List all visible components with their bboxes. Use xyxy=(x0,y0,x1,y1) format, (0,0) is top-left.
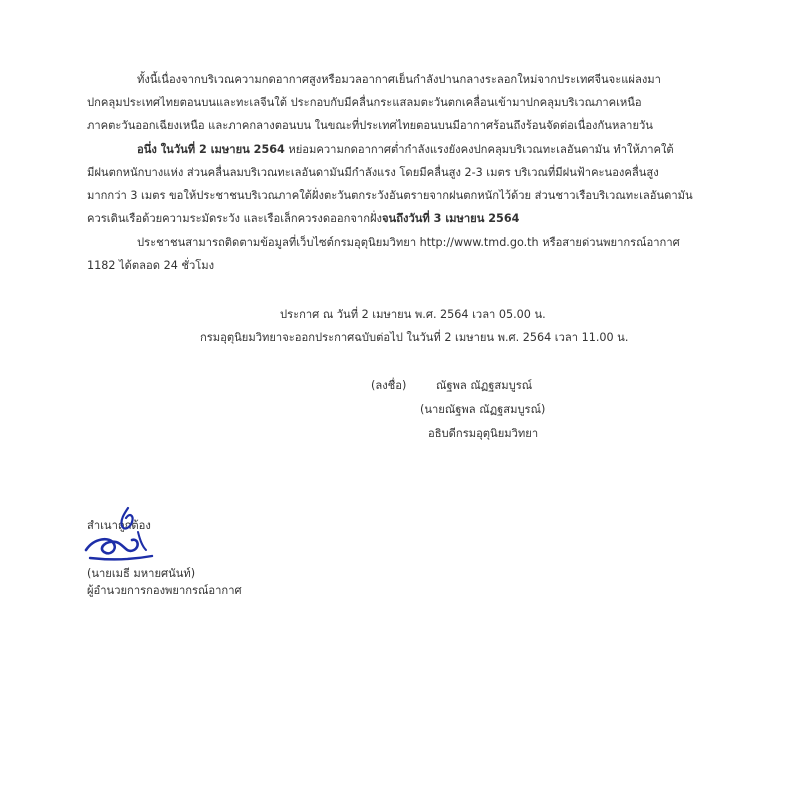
certified-copy-position: ผู้อำนวยการกองพยากรณ์อากาศ xyxy=(87,584,242,597)
paragraph-2-line-4-text: ควรเดินเรือด้วยความระมัดระวัง และเรือเล็กควรงดออกจากฝั่ง xyxy=(87,212,382,225)
paragraph-2-date-bold: อนึ่ง ในวันที่ 2 เมษายน 2564 xyxy=(137,143,285,156)
paragraph-2-line-2: มีฝนตกหนักบางแห่ง ส่วนคลื่นลมบริเวณทะเลอันดามันมีกำลังแรง โดยมีคลื่นสูง 2-3 เมตร บริเวณที่มีฝนฟ้าคะนองคลื่นสูง xyxy=(87,166,659,179)
paragraph-2-line-1 xyxy=(137,142,674,158)
announcement-next: กรมอุตุนิยมวิทยาจะออกประกาศฉบับต่อไป ในวันที่ 2 เมษายน พ.ศ. 2564 เวลา 11.00 น. xyxy=(200,331,629,344)
paragraph-2-line-1-text: หย่อมความกดอากาศต่ำกำลังแรงยังคงปกคลุมบริเวณทะเลอันดามัน ทำให้ภาคใต้ xyxy=(284,143,674,156)
sign-label: (ลงชื่อ) xyxy=(371,379,407,392)
paragraph-2-until-bold: จนถึงวันที่ 3 เมษายน 2564 xyxy=(382,212,520,225)
paragraph-2-line-4 xyxy=(87,211,519,227)
paragraph-3-line-2: 1182 ได้ตลอด 24 ชั่วโมง xyxy=(87,259,215,272)
paragraph-1-line-3: ภาคตะวันออกเฉียงเหนือ และภาคกลางตอนบน ในขณะที่ประเทศไทยตอนบนมีอากาศร้อนถึงร้อนจัดต่อเนื่องกันหลายวัน xyxy=(87,119,653,132)
paragraph-2-line-3: มากกว่า 3 เมตร ขอให้ประชาชนบริเวณภาคใต้ฝั่งตะวันตกระวังอันตรายจากฝนตกหนักไว้ด้วย ส่วนชาวเรือบริเวณทะเลอันดามัน xyxy=(87,189,693,202)
certified-copy-label: สำเนาถูกต้อง xyxy=(87,519,151,532)
certified-copy-name: (นายเมธี มหายศนันท์) xyxy=(87,567,196,580)
signed-name: ณัฐพล ณัฏฐสมบูรณ์ xyxy=(436,379,533,392)
handwritten-signature xyxy=(80,500,170,570)
signatory-full-name: (นายณัฐพล ณัฏฐสมบูรณ์) xyxy=(420,403,546,416)
announcement-issued: ประกาศ ณ วันที่ 2 เมษายน พ.ศ. 2564 เวลา 05.00 น. xyxy=(280,308,546,321)
paragraph-1-line-2: ปกคลุมประเทศไทยตอนบนและทะเลจีนใต้ ประกอบกับมีคลื่นกระแสลมตะวันตกเคลื่อนเข้ามาปกคลุมบริเวณภาคเหนือ xyxy=(87,96,642,109)
paragraph-1-line-1: ทั้งนี้เนื่องจากบริเวณความกดอากาศสูงหรือมวลอากาศเย็นกำลังปานกลางระลอกใหม่จากประเทศจีนจะแผ่ลงมา xyxy=(137,73,661,86)
paragraph-3-line-1: ประชาชนสามารถติดตามข้อมูลที่เว็บไซต์กรมอุตุนิยมวิทยา http://www.tmd.go.th หรือสายด่วนพยากรณ์อากาศ xyxy=(137,236,680,249)
signatory-position: อธิบดีกรมอุตุนิยมวิทยา xyxy=(428,427,539,440)
